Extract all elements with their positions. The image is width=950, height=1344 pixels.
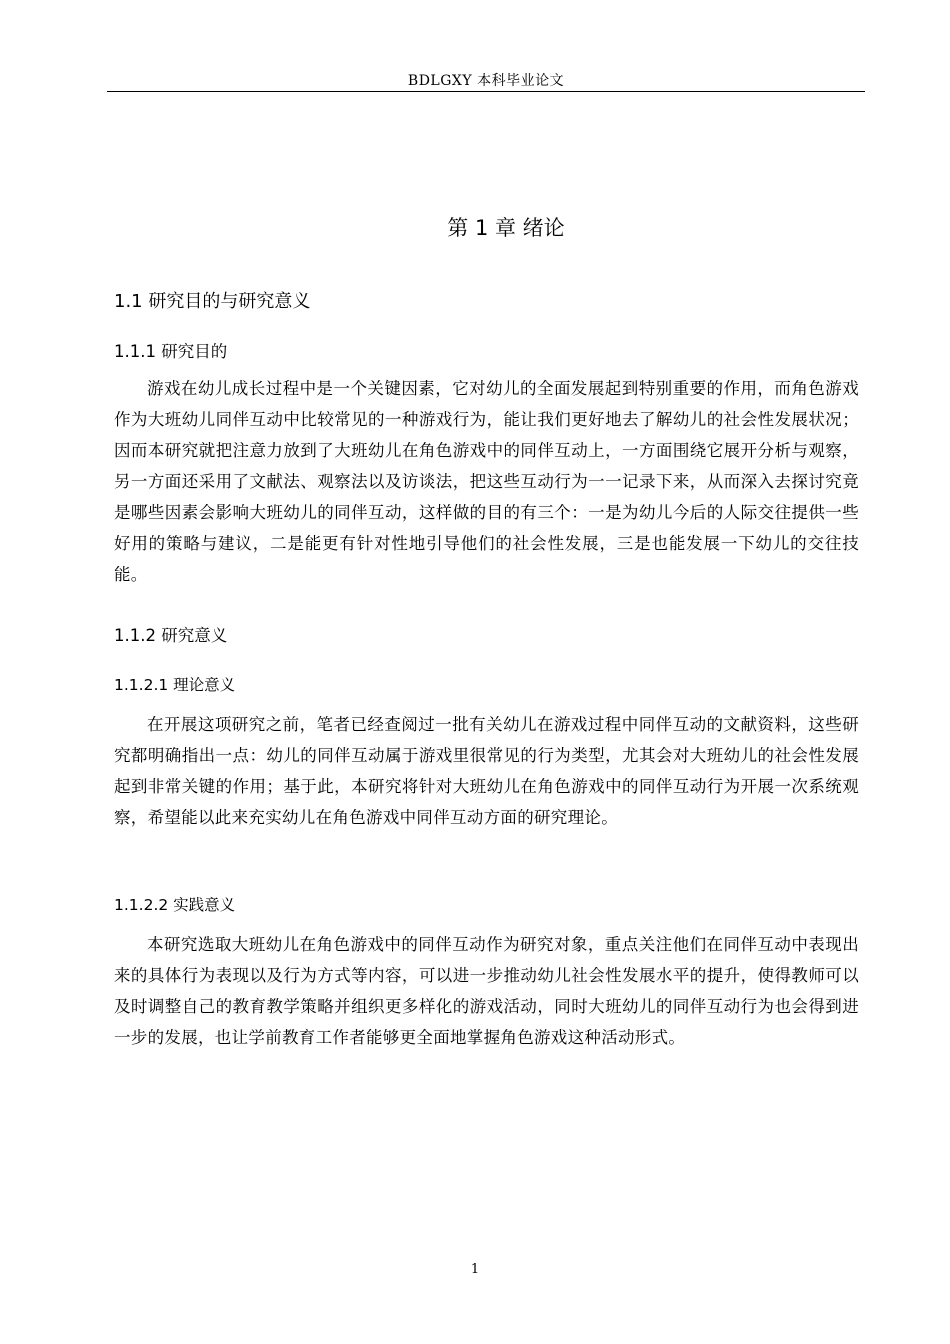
section-heading-1-1-2-1: 1.1.2.1 理论意义 <box>114 676 236 694</box>
paragraph-practical-significance: 本研究选取大班幼儿在角色游戏中的同伴互动作为研究对象，重点关注他们在同伴互动中表现出来的具体行为表现以及行为方式等内容，可以进一步推动幼儿社会性发展水平的提升，使得教师可以及时调整自己的教育教学策略并组织更多样化的游戏活动，同时大班幼儿的同伴互动行为也会得到进一步的发展，也让学前教育工作者能够更全面地掌握角色游戏这种活动形式。 <box>114 935 859 1047</box>
section-heading-1-1-1: 1.1.1 研究目的 <box>114 342 228 361</box>
section-heading-1-1-2: 1.1.2 研究意义 <box>114 626 228 645</box>
paragraph-theoretical-significance: 在开展这项研究之前，笔者已经查阅过一批有关幼儿在游戏过程中同伴互动的文献资料，这些研究都明确指出一点：幼儿的同伴互动属于游戏里很常见的行为类型，尤其会对大班幼儿的社会性发展起到非常关键的作用；基于此，本研究将针对大班幼儿在角色游戏中的同伴互动行为开展一次系统观察，希望能以此来充实幼儿在角色游戏中同伴互动方面的研究理论。 <box>114 715 859 827</box>
chapter-title: 第 1 章 绪论 <box>447 216 565 240</box>
paragraph-research-purpose: 游戏在幼儿成长过程中是一个关键因素，它对幼儿的全面发展起到特别重要的作用，而角色游戏作为大班幼儿同伴互动中比较常见的一种游戏行为，能让我们更好地去了解幼儿的社会性发展状况；因而本研究就把注意力放到了大班幼儿在角色游戏中的同伴互动上，一方面围绕它展开分析与观察，另一方面还采用了文献法、观察法以及访谈法，把这些互动行为一一记录下来，从而深入去探讨究竟是哪些因素会影响大班幼儿的同伴互动，这样做的目的有三个：一是为幼儿今后的人际交往提供一些好用的策略与建议，二是能更有针对性地引导他们的社会性发展，三是也能发展一下幼儿的交往技能。 <box>114 379 859 584</box>
section-heading-1-1-2-2: 1.1.2.2 实践意义 <box>114 896 236 914</box>
section-heading-1-1: 1.1 研究目的与研究意义 <box>114 291 311 312</box>
page-number: 1 <box>470 1262 480 1277</box>
header-divider <box>107 91 865 92</box>
running-header: BDLGXY 本科毕业论文 <box>407 73 565 89</box>
